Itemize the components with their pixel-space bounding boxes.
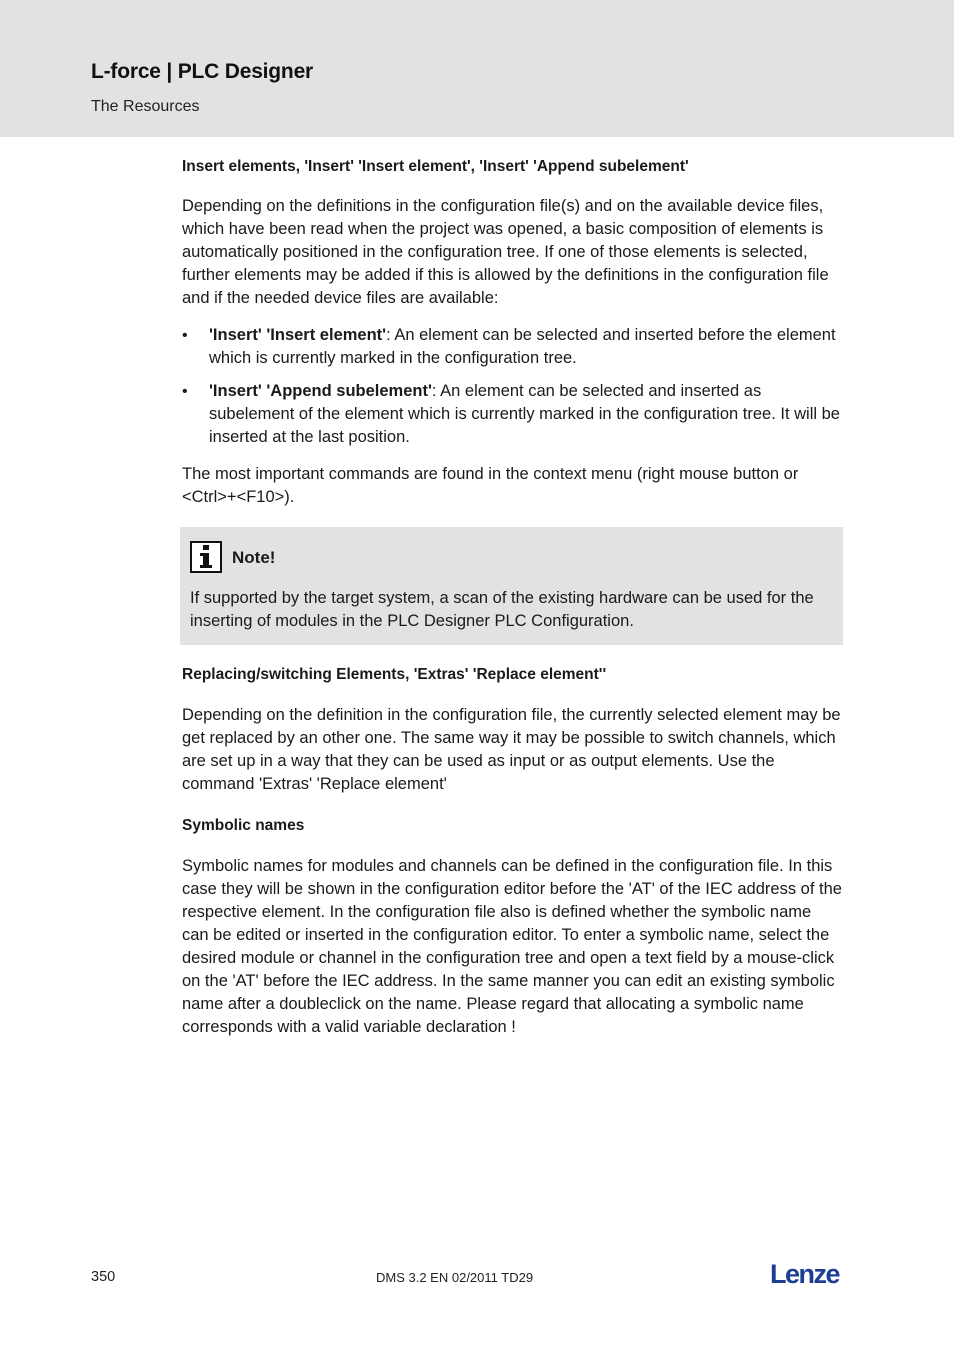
page-header	[0, 0, 954, 137]
bullet-bold-label: 'Insert' 'Insert element'	[209, 326, 387, 344]
section-heading-insert: Insert elements, 'Insert' 'Insert element', 'Insert' 'Append subelement'	[182, 158, 689, 175]
list-item	[182, 324, 842, 370]
section-heading-symbolic: Symbolic names	[182, 817, 305, 834]
symbolic-paragraph: Symbolic names for modules and channels can be defined in the configuration file. In this case they will be shown in the configuration editor before the 'AT' of the IEC address of the respective element. In the configuration file also is defined whether the symbolic name can be edited or inserted in the configuration editor. To enter a symbolic name, select the desired module or channel in the configuration tree and open a text field by a mouse-click on the 'AT' before the IEC address. In the same manner you can edit an existing symbolic name after a doubleclick on the name. Please regard that allocating a symbolic name corresponds with a valid variable declaration !	[182, 857, 842, 1036]
note-box	[180, 527, 843, 645]
header-subtitle: The Resources	[91, 98, 200, 115]
page-number: 350	[91, 1269, 116, 1285]
note-header	[190, 541, 831, 573]
bullet-icon: •	[182, 383, 188, 400]
lenze-logo	[770, 1258, 850, 1288]
note-text: If supported by the target system, a scan of the existing hardware can be used for the inserting of modules in the PLC Designer PLC Configuration.	[190, 589, 814, 630]
document-id: DMS 3.2 EN 02/2011 TD29	[376, 1270, 534, 1285]
note-title: Note!	[232, 547, 276, 567]
bullet-icon: •	[182, 327, 188, 344]
section-heading-replace: Replacing/switching Elements, 'Extras' 'Replace element''	[182, 666, 607, 683]
bullet-bold-label: 'Insert' 'Append subelement'	[209, 382, 432, 400]
header-title: L-force | PLC Designer	[91, 60, 314, 83]
replace-paragraph: Depending on the definition in the configuration file, the currently selected element may be get replaced by an other one. The same way it may be possible to switch channels, which are set up in a way that they can be used as input or as output elements. Use the command 'Extras' 'Replace element'	[182, 706, 841, 793]
section-intro-paragraph: Depending on the definitions in the configuration file(s) and on the available device files, which have been read when the project was opened, a basic composition of elements is automatically positioned in the configuration tree. If one of those elements is selected, further elements may be added if this is allowed by the definitions in the configuration file and if the needed device files are available:	[182, 197, 829, 307]
bullet-list	[182, 324, 842, 449]
main-content	[182, 155, 842, 1039]
bullet-text: : An element can be selected and inserted as subelement of the element which is currently marked in the configuration tree. It will be inserted at the last position.	[209, 382, 840, 446]
bullet-text: : An element can be selected and inserted before the element which is currently marked in the configuration tree.	[209, 326, 836, 367]
section-outro-paragraph: The most important commands are found in the context menu (right mouse button or <Ctrl>+<F10>).	[182, 465, 799, 506]
list-item	[182, 380, 842, 449]
info-icon	[190, 541, 222, 573]
svg-text:Lenze: Lenze	[770, 1259, 840, 1288]
